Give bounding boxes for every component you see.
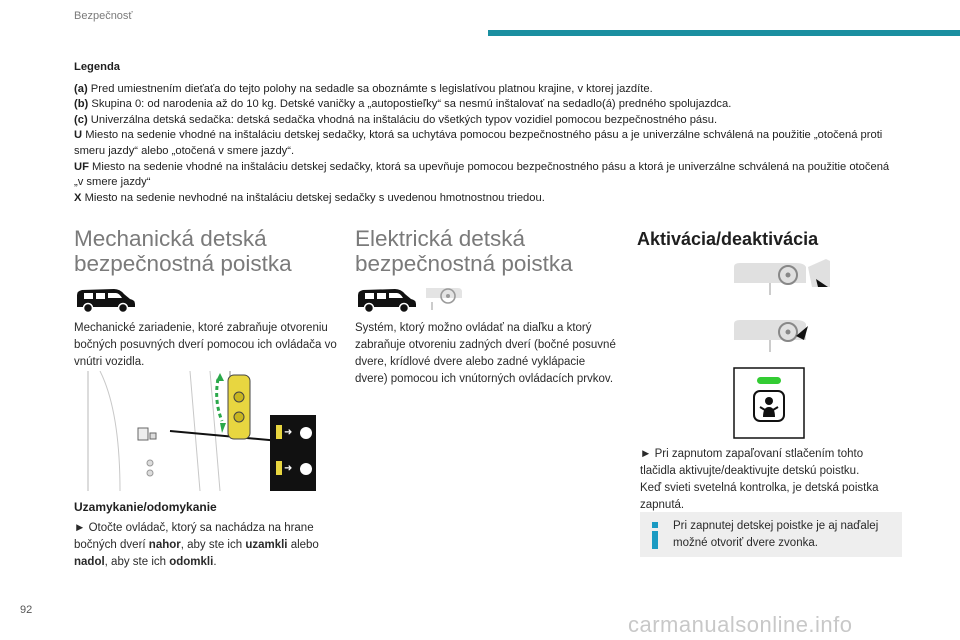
heading-line: Mechanická detská (74, 226, 267, 251)
mechanical-heading (74, 226, 344, 276)
activation-section (637, 228, 905, 250)
instruction-text: ► Otočte ovládač, ktorý sa nachádza na hrane bočných dverí (74, 522, 314, 551)
info-icon (652, 522, 658, 548)
dashboard-illustration-bottom (732, 314, 832, 354)
page-number: 92 (20, 604, 33, 616)
legend-key: (b) (74, 98, 89, 111)
info-box (640, 512, 902, 557)
indicator-light (757, 377, 781, 384)
instruction-text: alebo (287, 539, 319, 551)
electric-section (355, 226, 615, 276)
activation-note: Keď svieti svetelná kontrolka, je detská poistka zapnutá. (640, 482, 879, 511)
instruction-text: , aby ste ich (104, 556, 170, 568)
mechanical-section (74, 226, 344, 276)
legend-text: Miesto na sedenie nevhodné na inštaláciu detskej sedačky s uvedenou hmotnostnou triedou. (81, 191, 545, 204)
electric-description: Systém, ktorý možno ovládať na diaľku a ktorý zabraňuje otvoreniu zadných dverí (bočné posuvné dvere, krídlové dvere alebo zadné vyklápacie dvere) pomocou ich vnútorných ovládacích prvkov. (355, 322, 616, 385)
legend-text: Skupina 0: od narodenia až do 10 kg. Detské vaničky a „autopostieľky“ sa nesmú inštalovať na sedadlo(á) predného spolujazdca. (88, 98, 732, 111)
instruction-bold: nahor (148, 539, 181, 551)
legend-key: U (74, 129, 83, 142)
steering-wheel-icon (424, 284, 466, 314)
legend-entry (74, 113, 894, 129)
instruction-text: . (213, 556, 217, 568)
legend-entry (74, 97, 894, 113)
instruction-bold: uzamkli (245, 539, 288, 551)
door-lock-illustration (80, 371, 318, 491)
instruction-bold: odomkli (169, 556, 214, 568)
section-title: Bezpečnosť (74, 10, 133, 22)
svg-text:➜: ➜ (284, 463, 293, 474)
svg-text:➜: ➜ (284, 427, 293, 438)
legend-entry (74, 191, 894, 207)
heading-line: bezpečnostná poistka (355, 251, 573, 276)
heading-line: bezpečnostná poistka (74, 251, 292, 276)
legend-key: X (74, 191, 82, 204)
activation-instruction: ► Pri zapnutom zapaľovaní stlačením tohto tlačidla aktivujte/deaktivujte detskú poistku. (640, 448, 864, 477)
legend-key: (c) (74, 113, 88, 126)
instruction-bold: nadol (74, 556, 105, 568)
van-icon (74, 286, 138, 314)
electric-heading (355, 226, 615, 276)
info-text: Pri zapnutej detskej poistke je aj naďalej možné otvoriť dvere zvonka. (673, 520, 879, 549)
legend-entry (74, 128, 894, 159)
legend-entry (74, 160, 894, 191)
lock-unlock-subheading: Uzamykanie/odomykanie (74, 500, 217, 514)
watermark: carmanualsonline.info (628, 612, 853, 637)
legend-block (74, 60, 894, 206)
mechanical-description: Mechanické zariadenie, ktoré zabraňuje otvoreniu bočných posuvných dverí pomocou ich ovládača vo vnútri vozidla. (74, 322, 337, 368)
legend-key: (a) (74, 82, 88, 95)
mechanical-instruction (74, 520, 349, 571)
child-lock-icon[interactable] (733, 367, 805, 439)
heading-line: Elektrická detská (355, 226, 526, 251)
header-accent-bar (488, 30, 960, 36)
legend-text: Miesto na sedenie vhodné na inštaláciu detskej sedačky, ktorá sa upevňuje pomocou bezpečnostného pásu a ktorá je univerzálne schválená na použitie otočená „v smere jazdy“ (74, 160, 890, 189)
legend-entry (74, 82, 894, 98)
legend-text: Pred umiestnením dieťaťa do tejto polohy na sedadle sa oboznámte s legislatívou platnou krajine, v ktorej jazdíte. (87, 82, 653, 95)
van-icon (355, 286, 419, 314)
legend-text: Univerzálna detská sedačka: detská sedačka vhodná na inštaláciu do všetkých typov vozidiel pomocou bezpečnostného pásu. (87, 113, 718, 126)
legend-title: Legenda (74, 61, 121, 73)
dashboard-illustration-top (732, 257, 832, 297)
legend-text: Miesto na sedenie vhodné na inštaláciu detskej sedačky, ktorá sa uchytáva pomocou bezpečnostného pásu a je univerzálne schválená na použitie „otočená proti smeru jazdy“ alebo „otočená v smere jazdy“. (74, 129, 883, 157)
activation-heading: Aktivácia/deaktivácia (637, 229, 819, 249)
instruction-text: , aby ste ich (180, 539, 246, 551)
legend-key: UF (74, 160, 89, 173)
